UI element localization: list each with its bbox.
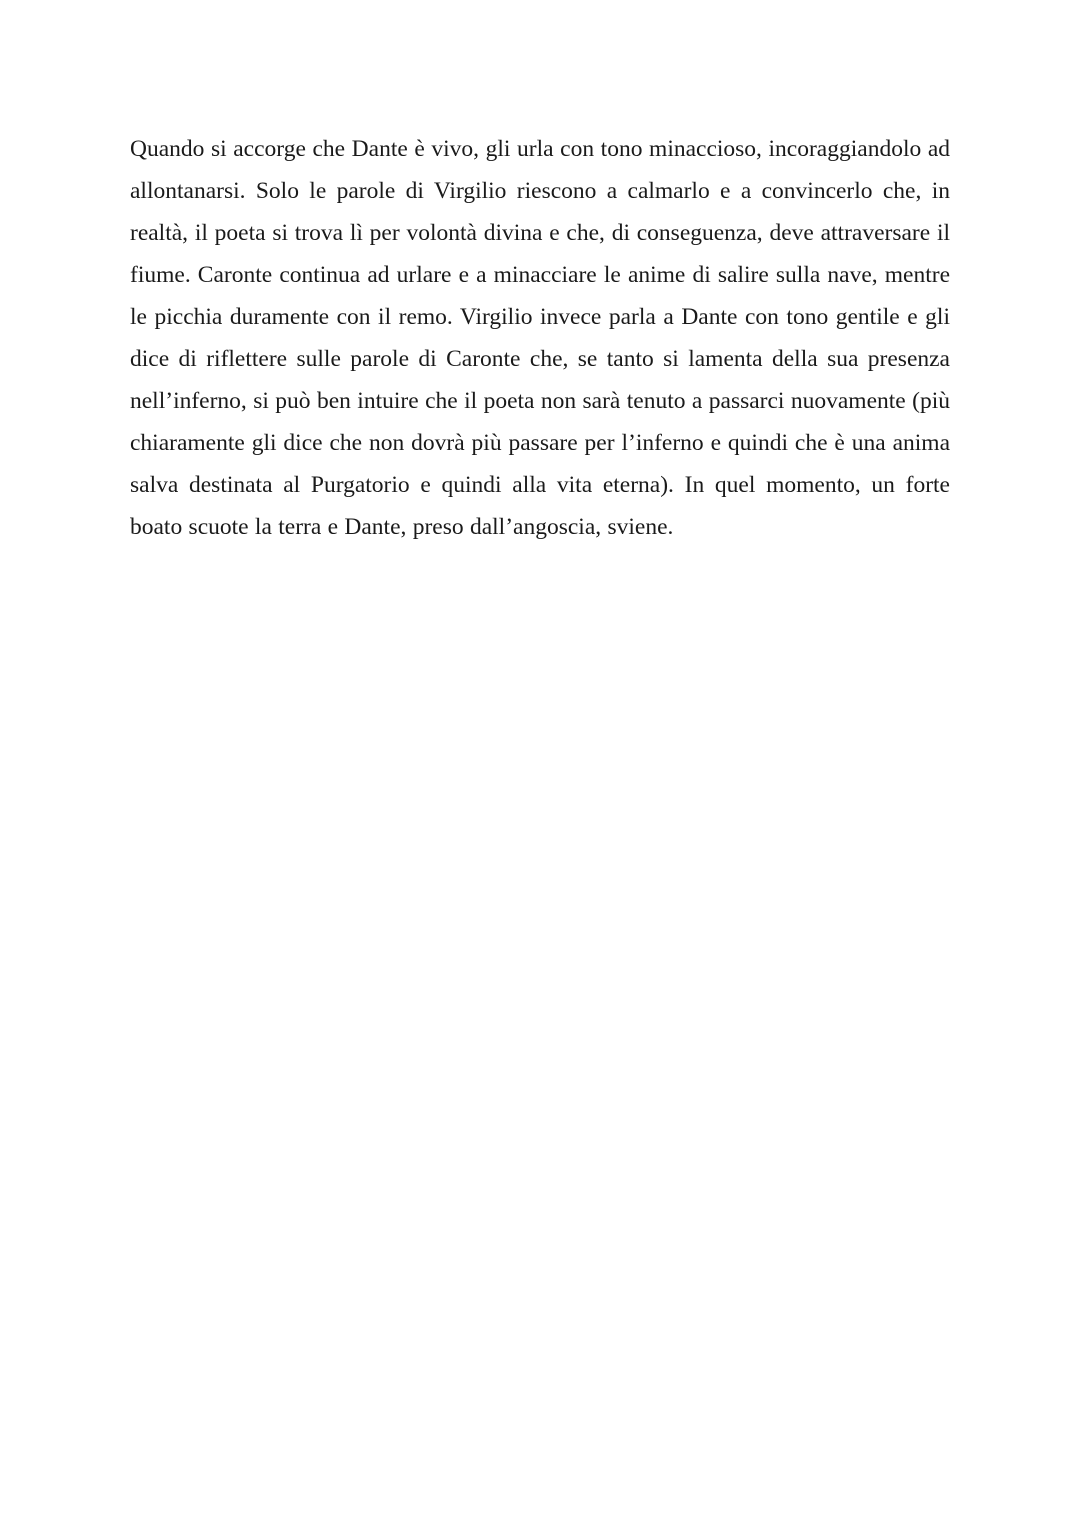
body-text-block — [130, 128, 950, 548]
body-paragraph: Quando si accorge che Dante è vivo, gli urla con tono minaccioso, incoraggiandolo ad allontanarsi. Solo le parole di Virgilio riescono a calmarlo e a convincerlo che, in realtà, il poeta si trova lì per volontà divina e che, di conseguenza, deve attraversare il fiume. Caronte continua ad urlare e a minacciare le anime di salire sulla nave, mentre le picchia duramente con il remo. Virgilio invece parla a Dante con tono gentile e gli dice di riflettere sulle parole di Caronte che, se tanto si lamenta della sua presenza nell’inferno, si può ben intuire che il poeta non sarà tenuto a passarci nuovamente (più chiaramente gli dice che non dovrà più passare per l’inferno e quindi che è una anima salva destinata al Purgatorio e quindi alla vita eterna). In quel momento, un forte boato scuote la terra e Dante, preso dall’angoscia, sviene. — [130, 136, 950, 540]
